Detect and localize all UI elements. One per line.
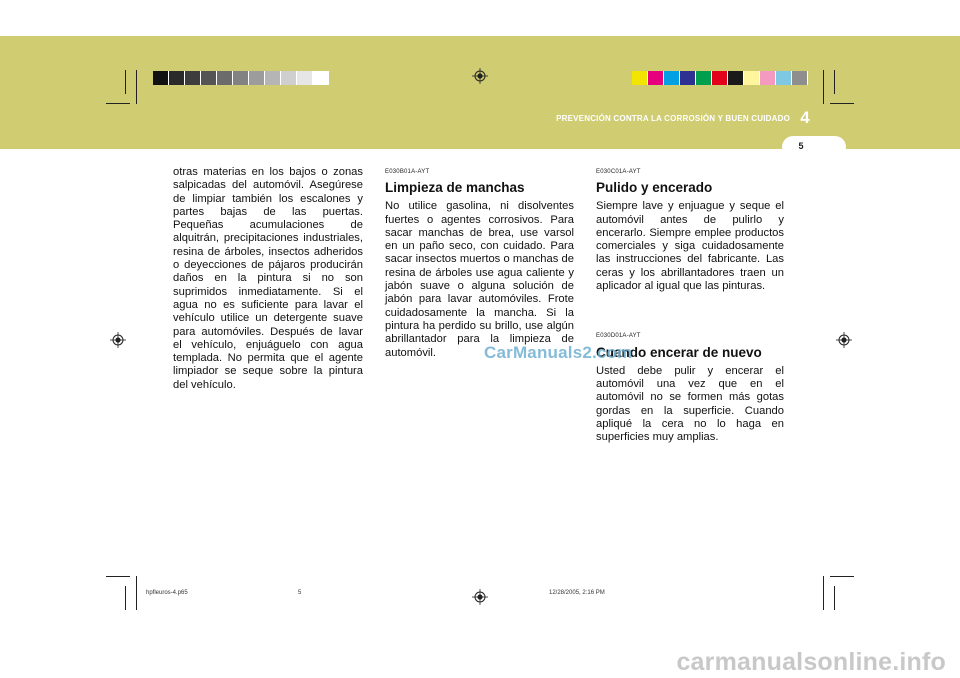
- color-swatch: [201, 71, 217, 85]
- crop-mark: [106, 103, 130, 104]
- bottom-brand: carmanualsonline.info: [676, 648, 946, 676]
- color-swatch: [249, 71, 265, 85]
- color-swatch: [632, 71, 648, 85]
- footer-page: 5: [298, 590, 302, 596]
- registration-mark-icon: [836, 332, 852, 348]
- color-swatch: [265, 71, 281, 85]
- registration-mark-icon: [110, 332, 126, 348]
- color-swatch: [648, 71, 664, 85]
- page-number-tab: [782, 136, 846, 158]
- body-text: Usted debe pulir y encerar el automóvil una vez que en el automóvil no se formen más gotas gordas en la superficie. Cuando apliqué la cera no lo haga en superficies muy amplias.: [596, 364, 784, 444]
- section-heading: Pulido y encerado: [596, 180, 713, 196]
- section-code: E030C01A-AYT: [596, 169, 641, 175]
- color-swatch: [281, 71, 297, 85]
- crop-mark: [834, 586, 835, 610]
- watermark: CarManuals2.com: [484, 343, 633, 362]
- color-swatch: [664, 71, 680, 85]
- body-text: otras materias en los bajos o zonas salpicadas del automóvil. Asegúrese de limpiar también los escalones y partes bajas de las puertas. Pequeñas acumulaciones de alquitrán, precipitaciones industriales, resina de árboles, insectos adheridos o deyecciones de pájaros producirán daños en la pintura si no son suprimidos inmediatamente. Si el agua no es suficiente para lavar el vehículo utilice un detergente suave para automóviles. Después de lavar el vehículo, enjuáguelo con agua templada. No permita que el agente limpiador se seque sobre la pintura del vehículo.: [173, 166, 363, 391]
- section-code: E030D01A-AYT: [596, 333, 641, 340]
- crop-mark: [830, 103, 854, 104]
- crop-mark: [136, 576, 137, 610]
- text-column-1: [173, 166, 363, 392]
- crop-mark: [823, 576, 824, 610]
- color-swatch: [217, 71, 233, 85]
- color-swatch: [760, 71, 776, 85]
- color-swatch: [185, 71, 201, 85]
- crop-mark: [125, 586, 126, 610]
- header-band: [0, 36, 960, 149]
- color-swatch: [233, 71, 249, 85]
- color-swatch: [313, 71, 329, 85]
- color-swatch: [696, 71, 712, 85]
- crop-mark: [823, 70, 824, 104]
- chapter-title: PREVENCIÓN CONTRA LA CORROSIÓN Y BUEN CUIDADO: [556, 114, 790, 123]
- color-swatch: [728, 71, 744, 85]
- process-color-bar: [632, 71, 808, 85]
- registration-mark-icon: [472, 589, 488, 605]
- section-code: E030B01A-AYT: [385, 169, 430, 175]
- color-swatch: [744, 71, 760, 85]
- crop-mark: [125, 70, 126, 94]
- color-swatch: [297, 71, 313, 85]
- text-column-2: [385, 166, 574, 360]
- crop-mark: [106, 576, 130, 577]
- page-number: 5: [798, 141, 804, 151]
- color-swatch: [680, 71, 696, 85]
- color-swatch: [153, 71, 169, 85]
- section-heading: Cuando encerar de nuevo: [596, 344, 762, 360]
- grayscale-color-bar: [153, 71, 329, 85]
- footer-datetime: 12/28/2005, 2:16 PM: [549, 590, 605, 596]
- crop-mark: [830, 576, 854, 577]
- color-swatch: [776, 71, 792, 85]
- footer-file: hpfleuros-4.p65: [146, 590, 188, 596]
- body-text: Siempre lave y enjuague y seque el automóvil antes de pulirlo y encerarlo. Siempre emplee productos comerciales y siga cuidadosamente las instrucciones del fabricante. Las ceras y los abrillantadores traen un aplicador al igual que las pinturas.: [596, 200, 784, 293]
- crop-mark: [834, 70, 835, 94]
- color-swatch: [169, 71, 185, 85]
- section-heading: Limpieza de manchas: [385, 180, 525, 196]
- color-swatch: [792, 71, 808, 85]
- text-column-3: [596, 166, 784, 444]
- body-text: No utilice gasolina, ni disolventes fuertes o agentes corrosivos. Para sacar manchas de brea, use varsol en un paño seco, con cuidado. Para sacar insectos muertos o manchas de resina de árboles use agua caliente y jabón suave o alguna solución de jabón para lavar automóviles. Frote cuidadosamente la mancha. Si la pintura ha perdido su brillo, use algún abrillantador para la limpieza de automóvil.: [385, 200, 574, 359]
- registration-mark-icon: [472, 68, 488, 84]
- crop-mark: [136, 70, 137, 104]
- chapter-number: 4: [800, 108, 810, 127]
- color-swatch: [712, 71, 728, 85]
